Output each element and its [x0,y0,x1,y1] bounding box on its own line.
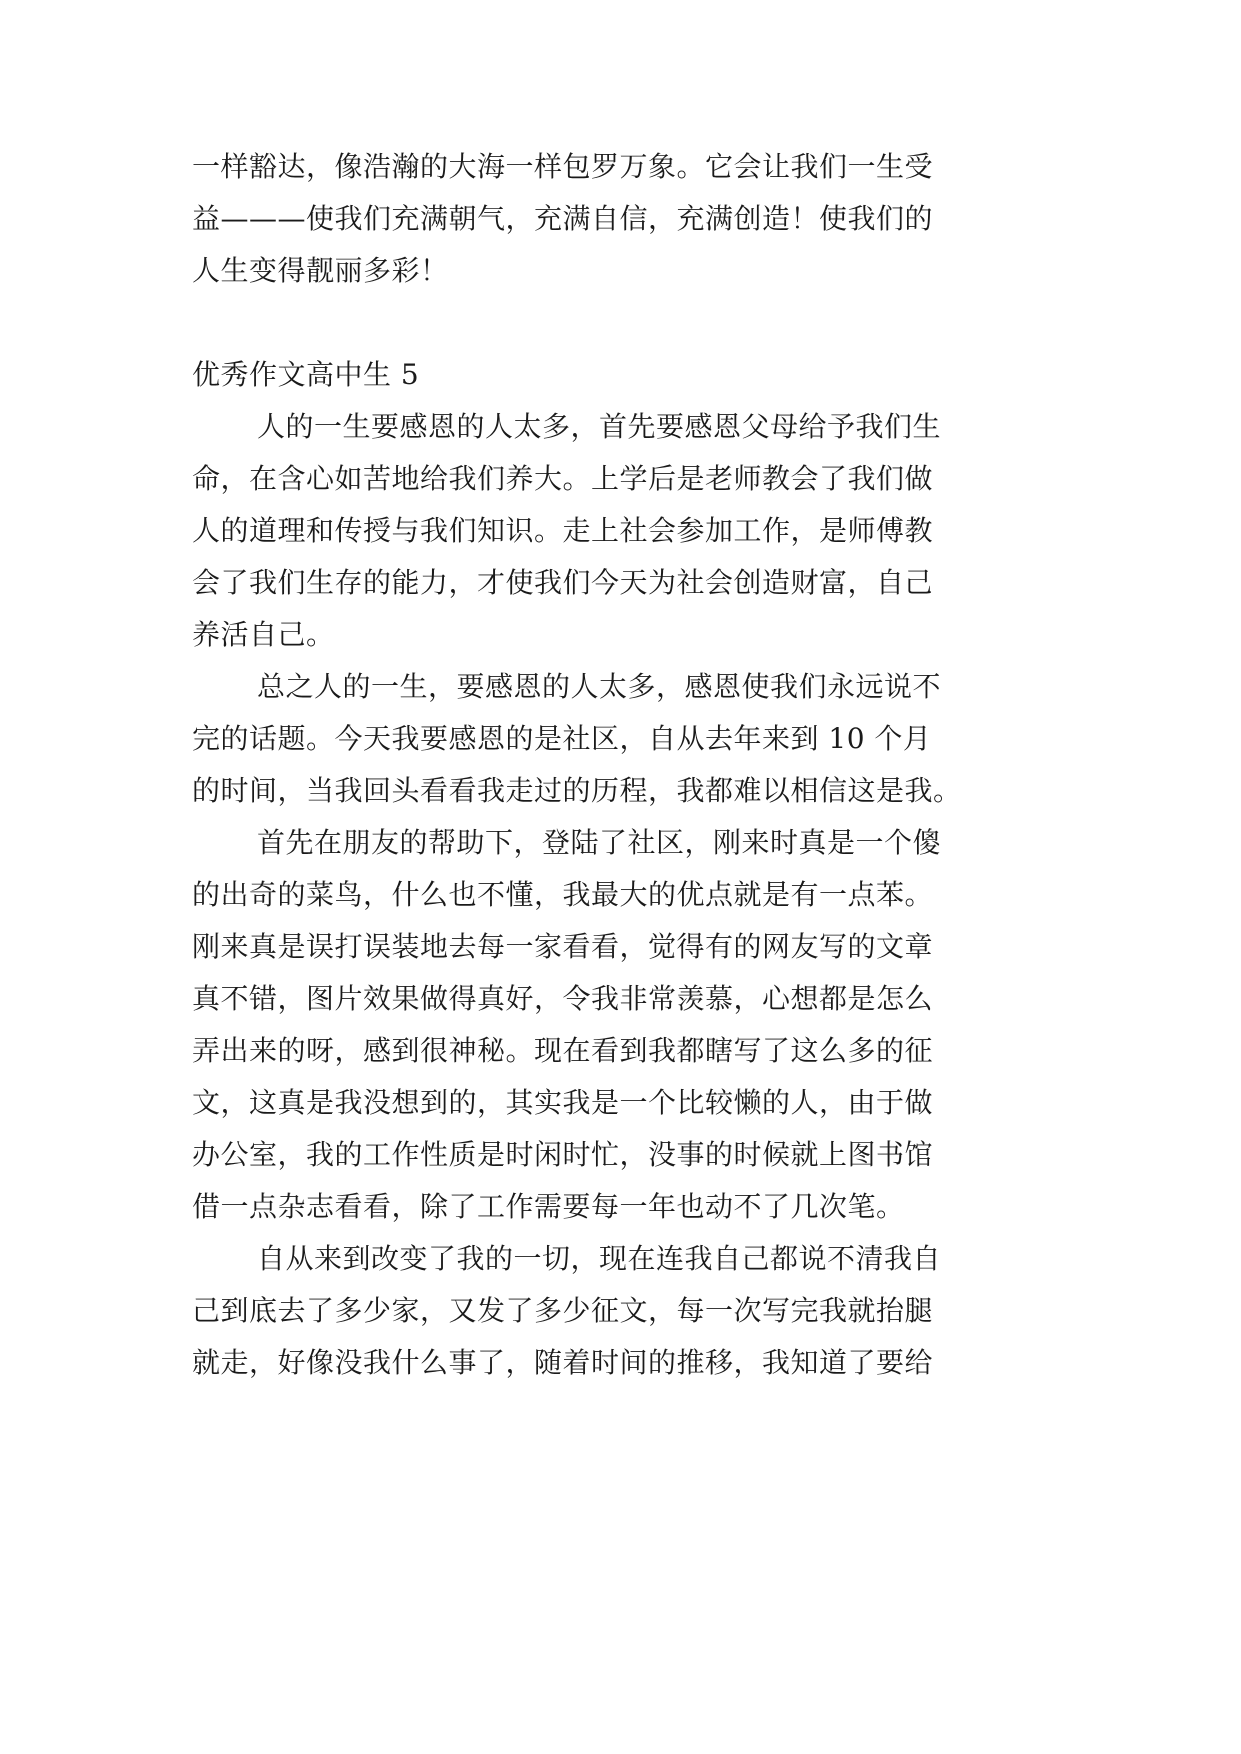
paragraph-line: 人生变得靓丽多彩！ [192,254,449,287]
paragraph-line: 刚来真是误打误装地去每一家看看，觉得有的网友写的文章 [192,930,934,963]
paragraph-line: 人的一生要感恩的人太多，首先要感恩父母给予我们生 [257,410,942,443]
paragraph-line: 文，这真是我没想到的，其实我是一个比较懒的人，由于做 [192,1086,934,1119]
paragraph-line: 真不错，图片效果做得真好，令我非常羡慕，心想都是怎么 [192,982,934,1015]
paragraph-line: 己到底去了多少家，又发了多少征文，每一次写完我就抬腿 [192,1294,934,1327]
paragraph-line: 自从来到改变了我的一切，现在连我自己都说不清我自 [257,1242,942,1275]
paragraph-line: 的出奇的菜鸟，什么也不懂，我最大的优点就是有一点苯。 [192,878,934,911]
section-title: 优秀作文高中生 5 [192,358,420,391]
paragraph-line: 会了我们生存的能力，才使我们今天为社会创造财富，自己 [192,566,934,599]
paragraph-line: 养活自己。 [192,618,335,651]
paragraph-line: 弄出来的呀，感到很神秘。现在看到我都瞎写了这么多的征 [192,1034,934,1067]
paragraph-line: 人的道理和传授与我们知识。走上社会参加工作，是师傅教 [192,514,934,547]
paragraph-line: 办公室，我的工作性质是时闲时忙，没事的时候就上图书馆 [192,1138,934,1171]
paragraph-line: 借一点杂志看看，除了工作需要每一年也动不了几次笔。 [192,1190,905,1223]
paragraph-line: 首先在朋友的帮助下，登陆了社区，刚来时真是一个傻 [257,826,942,859]
paragraph-line: 的时间，当我回头看看我走过的历程，我都难以相信这是我。 [192,774,962,807]
paragraph-line: 一样豁达，像浩瀚的大海一样包罗万象。它会让我们一生受 [192,150,934,183]
paragraph-line: 命，在含心如苦地给我们养大。上学后是老师教会了我们做 [192,462,934,495]
paragraph-line: 总之人的一生，要感恩的人太多，感恩使我们永远说不 [257,670,942,703]
paragraph-line: 完的话题。今天我要感恩的是社区，自从去年来到 10 个月 [192,722,932,755]
paragraph-line: 就走，好像没我什么事了，随着时间的推移，我知道了要给 [192,1346,934,1379]
paragraph-line: 益———使我们充满朝气，充满自信，充满创造！使我们的 [192,202,934,235]
